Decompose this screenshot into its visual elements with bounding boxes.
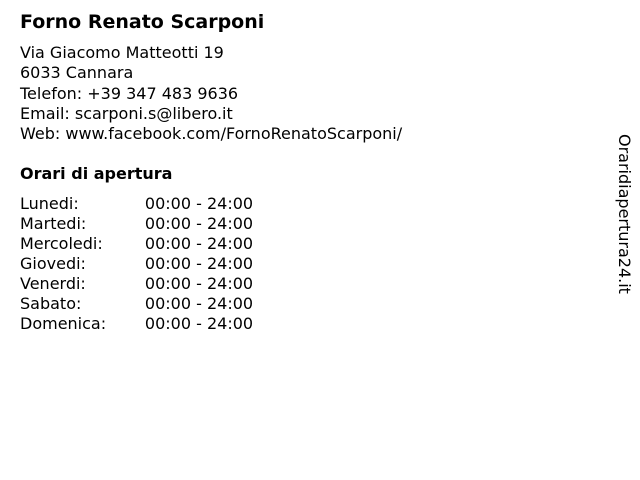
time-range: 00:00 - 24:00 [144,294,254,313]
time-range: 00:00 - 24:00 [144,314,254,333]
day-label: Martedi: [20,214,87,233]
day-label: Domenica: [20,314,107,333]
site-brand-watermark: Oraridiapertura24.it [615,134,634,294]
time-range: 00:00 - 24:00 [144,194,254,213]
day-label: Venerdi: [20,274,86,293]
email-line: Email: scarponi.s@libero.it [20,103,233,123]
contact-info [20,43,402,144]
time-range: 00:00 - 24:00 [144,254,254,273]
time-range: 00:00 - 24:00 [144,234,254,253]
day-label: Giovedi: [20,254,86,273]
day-label: Sabato: [20,294,82,313]
time-range: 00:00 - 24:00 [144,214,254,233]
day-label: Lunedi: [20,194,79,213]
opening-hours-heading: Orari di apertura [20,164,173,183]
address-street: Via Giacomo Matteotti 19 [20,43,224,62]
phone-line: Telefon: +39 347 483 9636 [20,83,239,103]
day-label: Mercoledi: [20,234,103,253]
business-name: Forno Renato Scarponi [20,11,265,33]
time-range: 00:00 - 24:00 [144,274,254,293]
web-line: Web: www.facebook.com/FornoRenatoScarponi/ [20,124,403,144]
address-city: 6033 Cannara [20,63,134,83]
